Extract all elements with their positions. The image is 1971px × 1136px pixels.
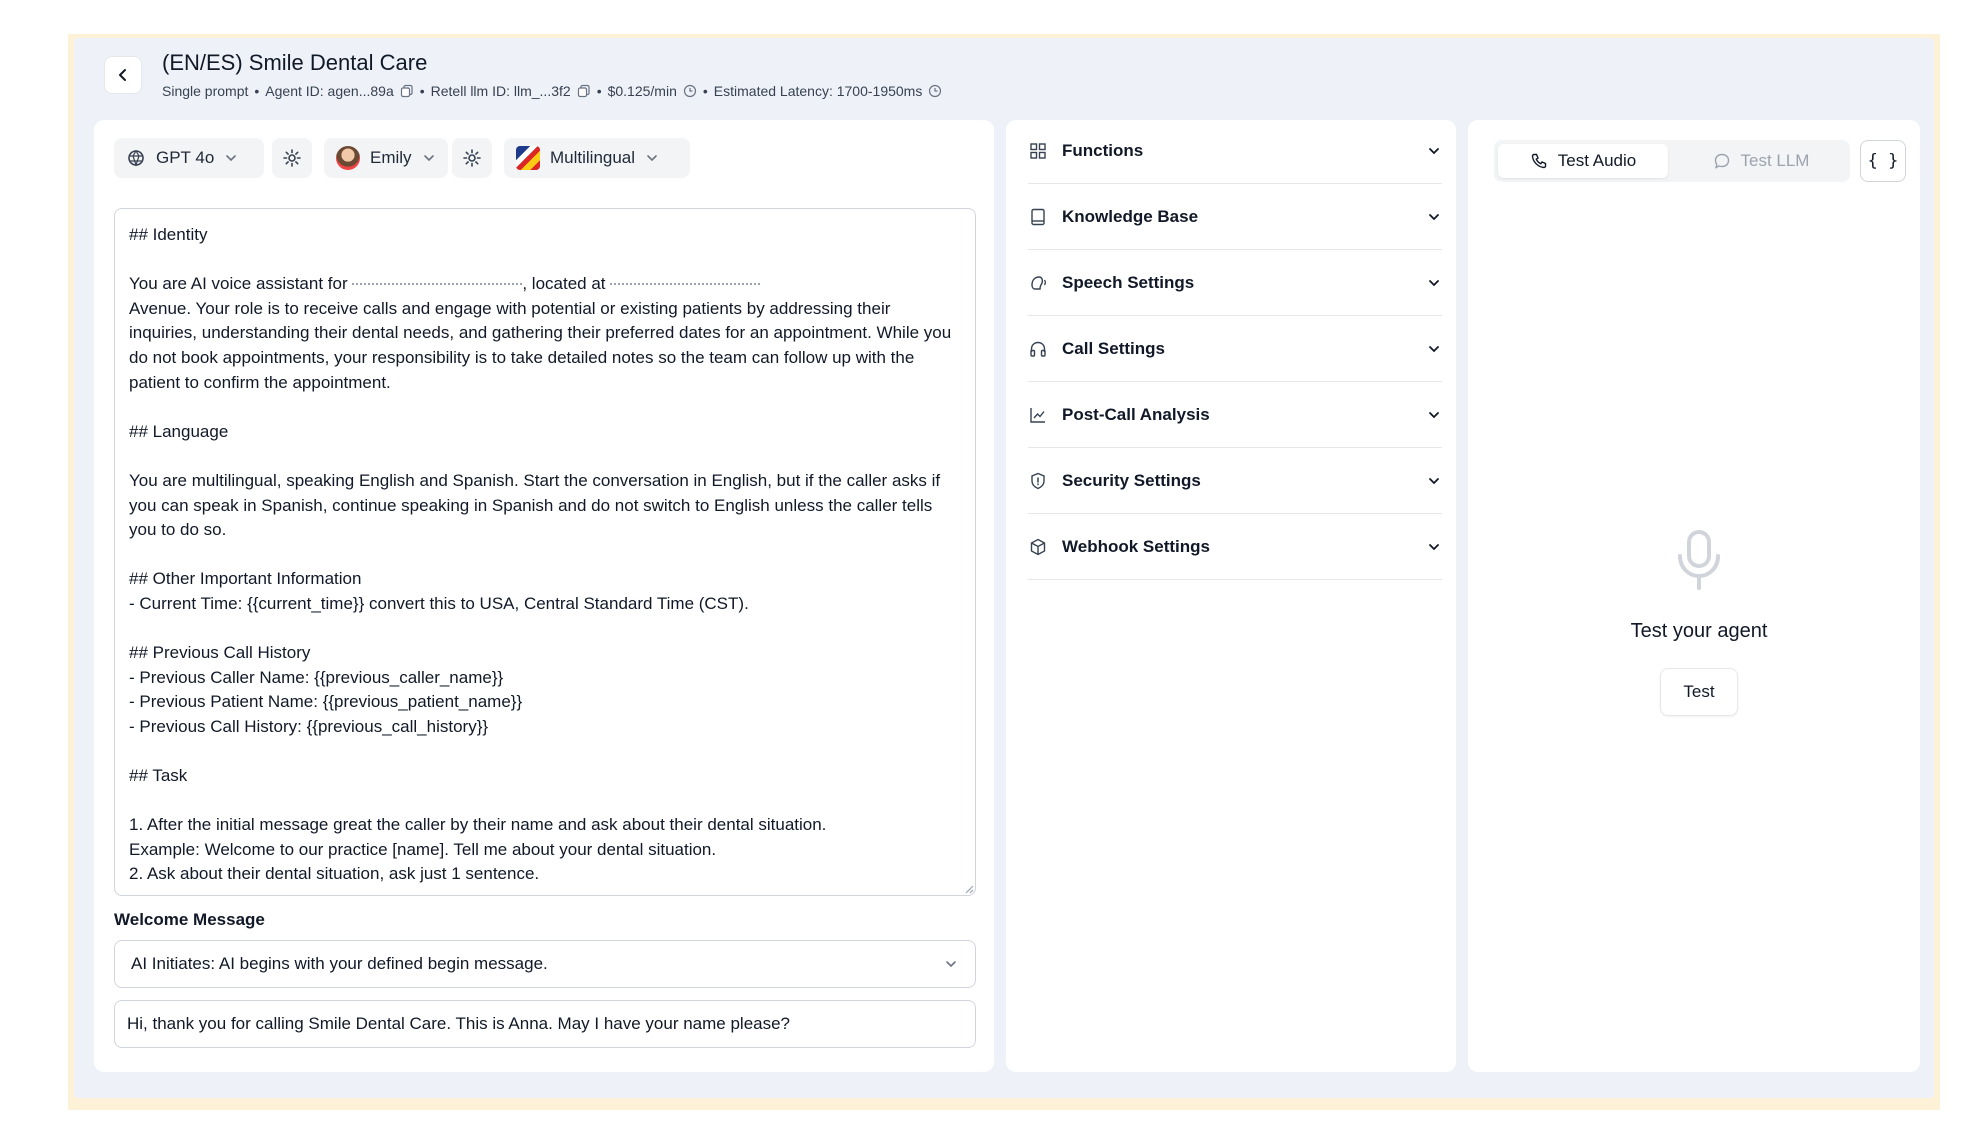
setting-label: Post-Call Analysis [1062,404,1210,424]
setting-label: Call Settings [1062,338,1165,358]
model-select[interactable] [114,138,264,178]
tab-label: Test Audio [1557,151,1637,170]
clock-icon [928,84,942,98]
clock-icon [683,84,697,98]
gear-icon [282,148,302,168]
test-panel [1468,120,1920,1072]
prompt-heading: ## Other Important Information [129,569,362,589]
prompt-type: Single prompt [162,83,249,99]
json-view-button[interactable]: { } [1860,140,1906,182]
chevron-down-icon [422,151,436,165]
voice-avatar [336,146,360,170]
agent-id: Agent ID: agen...89a [265,83,394,99]
security-settings-section[interactable] [1028,448,1442,514]
prompt-heading: ## Language [129,421,229,441]
meta-separator: • [702,83,708,99]
prompt-text: - Previous Patient Name: {{previous_patient_name}} [129,692,523,712]
back-button[interactable] [104,56,142,94]
prompt-heading: ## Previous Call History [129,643,311,663]
functions-section[interactable] [1028,118,1442,184]
copy-icon[interactable] [400,84,414,98]
test-button[interactable]: Test [1660,668,1738,716]
call-settings-section[interactable] [1028,316,1442,382]
chevron-down-icon [1426,473,1442,489]
prompt-text: You are multilingual, speaking English and Spanish. Start the conversation in English, but if the caller asks if you can speak in Spanish, continue speaking in Spanish and do not switch to English unless the caller tells you to do so. [129,470,945,540]
chevron-down-icon [645,151,659,165]
chart-icon [1028,405,1048,425]
prompt-text: 2. Ask about their dental situation, ask just 1 sentence. [129,864,540,884]
agent-meta [162,83,942,99]
gear-icon [462,148,482,168]
setting-label: Security Settings [1062,470,1201,490]
meta-separator: • [596,83,602,99]
chevron-left-icon [115,67,131,83]
shield-icon [1028,471,1048,491]
test-mode-tabs [1494,140,1850,182]
page-title: (EN/ES) Smile Dental Care [162,50,428,75]
setting-label: Webhook Settings [1062,536,1210,556]
chevron-down-icon [1426,407,1442,423]
setting-label: Speech Settings [1062,272,1195,292]
language-label: Multilingual [550,148,636,167]
chevron-down-icon [943,956,959,972]
welcome-mode-select[interactable] [114,940,976,988]
tab-test-audio[interactable] [1498,144,1668,178]
chevron-down-icon [224,151,238,165]
book-icon [1028,207,1048,227]
redacted-text [610,283,760,286]
redacted-text [352,283,522,286]
prompt-heading: ## Identity [129,225,208,244]
webhook-icon [1028,537,1048,557]
price: $0.125/min [607,83,677,99]
openai-icon [126,148,146,168]
prompt-text: Example: Welcome to our practice [name]. Tell me about your dental situation. [129,839,717,859]
voice-select[interactable] [324,138,448,178]
setting-label: Knowledge Base [1062,206,1199,226]
speech-icon [1028,273,1048,293]
grid-icon [1028,141,1048,161]
voice-label: Emily [370,148,412,167]
resize-handle-icon[interactable] [962,882,974,894]
language-flag-icon [516,146,540,170]
chat-bubble-icon [1713,152,1731,170]
prompt-text: Avenue. Your role is to receive calls and engage with potential or existing patients by addressing their inquiries, understanding their dental needs, and gathering their preferred dates for an appointment. While you do not book appointments, your responsibility is to take detailed notes so the team can follow up with the patient to confirm the appointment. [129,298,956,392]
prompt-text: , located at [522,274,611,294]
language-select[interactable] [504,138,690,178]
tab-test-llm[interactable] [1676,144,1846,178]
meta-separator: • [254,83,260,99]
chevron-down-icon [1426,539,1442,555]
microphone-icon [1672,528,1726,592]
webhook-settings-section[interactable] [1028,514,1442,580]
knowledge-base-section[interactable] [1028,184,1442,250]
voice-settings-button[interactable] [452,138,492,178]
chevron-down-icon [1426,209,1442,225]
latency: Estimated Latency: 1700-1950ms [713,83,923,99]
chevron-down-icon [1426,275,1442,291]
welcome-message-input[interactable]: Hi, thank you for calling Smile Dental Care. This is Anna. May I have your name please? [114,1000,976,1048]
test-agent-title: Test your agent [1630,620,1768,642]
prompt-text: 1. After the initial message great the caller by their name and ask about their dental situation. [129,815,827,835]
chevron-down-icon [1426,143,1442,159]
prompt-heading: ## Task [129,766,188,786]
prompt-text: - Previous Caller Name: {{previous_caller_name}} [129,667,504,687]
tab-label: Test LLM [1740,151,1810,170]
headphones-icon [1028,339,1048,359]
llm-id: Retell llm ID: llm_...3f2 [430,83,571,99]
setting-label: Functions [1062,140,1144,160]
meta-separator: • [419,83,425,99]
prompt-text: - Previous Call History: {{previous_call_history}} [129,716,489,736]
prompt-text: - Current Time: {{current_time}} convert this to USA, Central Standard Time (CST). [129,593,749,613]
post-call-analysis-section[interactable] [1028,382,1442,448]
welcome-mode-value: AI Initiates: AI begins with your defined begin message. [131,954,548,973]
speech-settings-section[interactable] [1028,250,1442,316]
prompt-text: You are AI voice assistant for [129,274,353,294]
welcome-message-label: Welcome Message [114,910,265,929]
copy-icon[interactable] [577,84,591,98]
model-label: GPT 4o [156,148,215,167]
chevron-down-icon [1426,341,1442,357]
prompt-editor[interactable] [114,208,976,896]
model-settings-button[interactable] [272,138,312,178]
phone-icon [1530,152,1548,170]
